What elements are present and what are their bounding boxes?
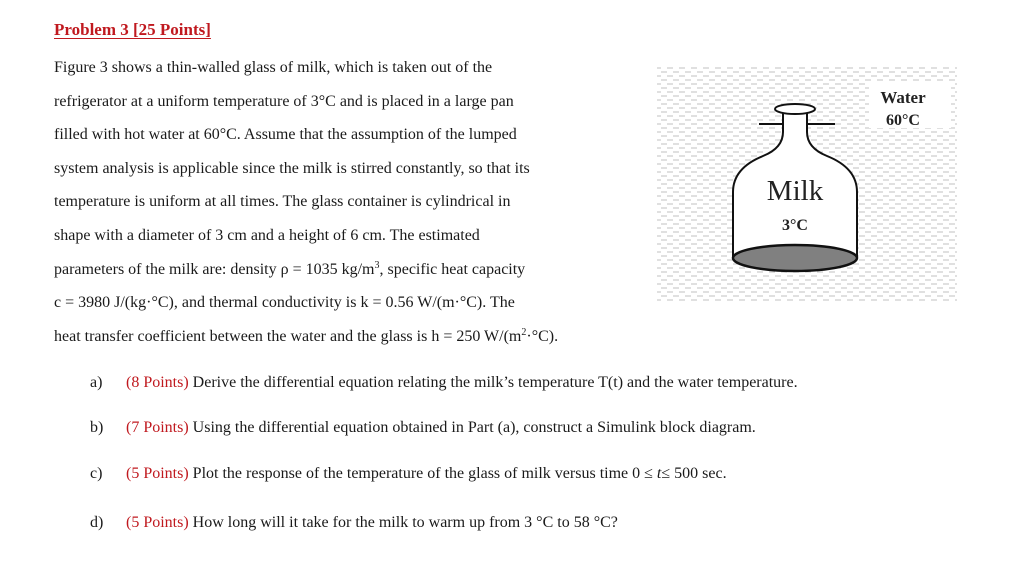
- question-text: [126, 419, 756, 437]
- paragraph-text: heat transfer coefficient between the water and the glass is h = 250 W/(m: [54, 328, 522, 345]
- paragraph-text: , specific heat capacity: [379, 261, 526, 278]
- paragraph-line: temperature is uniform at all times. The glass container is cylindrical in: [54, 193, 511, 210]
- neck-mask: [784, 121, 806, 127]
- question-points: (8 Points): [126, 374, 189, 391]
- milk-bottom: [733, 245, 857, 271]
- paragraph-line: c = 3980 J/(kg·°C), and thermal conductivity is k = 0.56 W/(m·°C). The: [54, 294, 515, 311]
- water-temperature: 60°C: [886, 112, 920, 129]
- milk-label: Milk: [766, 175, 824, 207]
- question-text: [126, 374, 798, 392]
- paragraph-line: Figure 3 shows a thin-walled glass of milk, which is taken out of the: [54, 59, 493, 76]
- paragraph-line: shape with a diameter of 3 cm and a height of 6 cm. The estimated: [54, 227, 480, 244]
- milk-temperature: 3°C: [782, 217, 808, 234]
- problem-title: Problem 3 [25 Points]: [54, 20, 211, 39]
- question-text: [126, 465, 727, 483]
- water-label: Water: [880, 88, 926, 107]
- paragraph-line: [54, 328, 558, 346]
- question-text: [126, 514, 618, 532]
- time-variable: t: [656, 465, 662, 482]
- superscript: 2: [521, 327, 527, 338]
- milk-glass-figure: [655, 58, 960, 308]
- question-body: How long will it take for the milk to warm up from 3 °C to 58 °C?: [188, 514, 618, 531]
- paragraph-line: refrigerator at a uniform temperature of 3°C and is placed in a large pan: [54, 93, 514, 110]
- question-letter: d): [90, 514, 104, 531]
- paragraph-text: ·°C).: [526, 328, 559, 345]
- paragraph-line: system analysis is applicable since the milk is stirred constantly, so that its: [54, 160, 530, 177]
- question-points: (5 Points): [126, 514, 189, 531]
- question-body: Plot the response of the temperature of the glass of milk versus time 0 ≤: [188, 465, 657, 482]
- question-body: Using the differential equation obtained in Part (a), construct a Simulink block diagram.: [188, 419, 756, 436]
- question-points: (5 Points): [126, 465, 189, 482]
- paragraph-line: [54, 261, 525, 279]
- glass-rim: [775, 104, 815, 114]
- question-body: ≤ 500 sec.: [661, 465, 727, 482]
- superscript: 3: [374, 260, 380, 271]
- question-letter: a): [90, 374, 103, 391]
- paragraph-line: filled with hot water at 60°C. Assume that the assumption of the lumped: [54, 126, 517, 143]
- question-letter: c): [90, 465, 103, 482]
- paragraph-text: parameters of the milk are: density ρ = 1035 kg/m: [54, 261, 375, 278]
- question-letter: b): [90, 419, 104, 436]
- question-points: (7 Points): [126, 419, 189, 436]
- question-body: Derive the differential equation relating the milk’s temperature T(t) and the water temperature.: [188, 374, 798, 391]
